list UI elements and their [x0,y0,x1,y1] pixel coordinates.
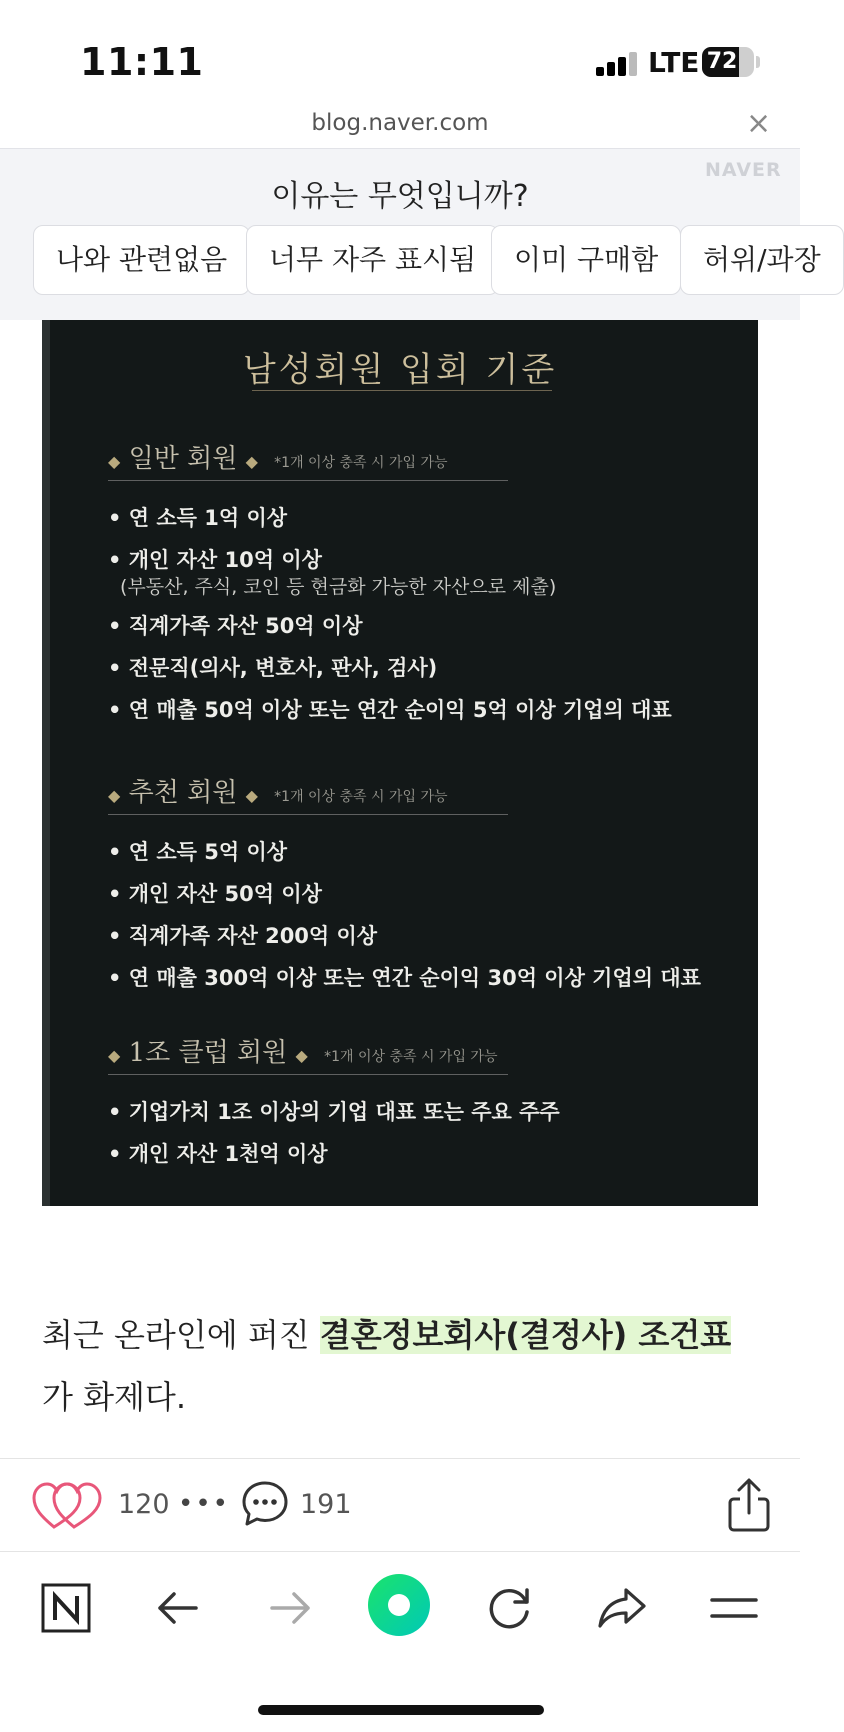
criterion-item [108,694,672,724]
criterion-item [108,920,377,950]
criterion-text: 개인 자산 50억 이상 [128,882,322,906]
paragraph-text: 가 화제다. [42,1378,186,1416]
section-name: 1조 클럽 회원 [128,1038,288,1068]
section-header-recommended [108,772,448,809]
section-name: 일반 회원 [128,444,238,474]
arrow-left-icon[interactable] [148,1578,208,1638]
url-text[interactable]: blog.naver.com [311,110,489,136]
section-divider [108,480,508,481]
criterion-item [108,836,287,866]
section-header-general [108,438,448,475]
criterion-item [108,610,362,640]
more-dots-icon[interactable]: ••• [178,1489,231,1519]
criterion-item [108,502,287,532]
naver-n-icon[interactable] [36,1578,96,1638]
feedback-option-irrelevant[interactable]: 나와 관련없음 [33,225,250,295]
engagement-bar [0,1458,800,1552]
section-note: *1개 이상 충족 시 가입 가능 [274,455,448,471]
status-bar [0,0,800,110]
title-divider [252,390,552,391]
article-paragraph [42,1304,762,1428]
criterion-item [108,878,322,908]
criterion-text: 개인 자산 10억 이상 [128,548,322,572]
criterion-text: 연 소득 5억 이상 [128,840,288,864]
bullet: • [108,656,122,680]
criterion-item [108,962,701,992]
bullet: • [108,1142,122,1166]
naver-logo: NAVER [705,159,782,181]
paragraph-text: 최근 온라인에 퍼진 [42,1316,320,1354]
bullet: • [108,966,122,990]
bullet: • [108,614,122,638]
section-divider [108,814,508,815]
section-note: *1개 이상 충족 시 가입 가능 [324,1049,498,1065]
url-bar[interactable] [0,100,800,148]
diamond-icon: ◆ [295,1046,308,1065]
diamond-icon: ◆ [108,452,121,471]
image-edge [42,320,50,1206]
criterion-text: 기업가치 1조 이상의 기업 대표 또는 주요 주주 [128,1100,560,1124]
signal-icon [596,52,640,76]
feedback-question: 이유는 무엇입니까? [271,179,529,214]
bullet: • [108,1100,122,1124]
status-time: 11:11 [80,40,204,84]
diamond-icon: ◆ [245,452,258,471]
criterion-item [108,1138,328,1168]
criterion-text: 연 매출 50억 이상 또는 연간 순이익 5억 이상 기업의 대표 [128,698,672,722]
criterion-text: 연 매출 300억 이상 또는 연간 순이익 30억 이상 기업의 대표 [128,966,701,990]
criterion-text: 개인 자산 1천억 이상 [128,1142,328,1166]
battery-cap [756,56,760,68]
criterion-text: 직계가족 자산 200억 이상 [128,924,378,948]
criterion-item [108,544,322,574]
reload-icon[interactable] [480,1578,540,1638]
criterion-text: 전문직(의사, 변호사, 판사, 검사) [128,656,438,680]
criterion-item [108,1096,560,1126]
share-icon[interactable] [726,1477,772,1533]
close-icon[interactable]: × [746,106,772,141]
bullet: • [108,506,122,530]
bullet: • [108,548,122,572]
heart-icon[interactable] [32,1481,102,1531]
green-dot-icon[interactable] [366,1572,432,1638]
section-name: 추천 회원 [128,778,238,808]
section-divider [108,1074,508,1075]
bullet: • [108,698,122,722]
battery-icon [702,47,754,77]
ad-feedback-panel [0,148,821,320]
battery-level: 72 [706,49,738,74]
criterion-text: 연 소득 1억 이상 [128,506,288,530]
highlighted-text: 결혼정보회사(결정사) 조건표 [319,1316,732,1354]
feedback-option-too-frequent[interactable]: 너무 자주 표시됨 [246,225,499,295]
diamond-icon: ◆ [245,786,258,805]
section-header-1t-club [108,1032,497,1069]
criterion-subtext: (부동산, 주식, 코인 등 현금화 가능한 자산으로 제출) [120,576,557,598]
share-arrow-icon[interactable] [592,1578,652,1638]
criterion-item [108,652,437,682]
like-count[interactable]: 120 [118,1489,170,1520]
feedback-option-already-bought[interactable]: 이미 구매함 [491,225,681,295]
comment-bubble-icon[interactable] [240,1479,290,1529]
arrow-right-icon[interactable] [260,1578,320,1638]
feedback-option-false-ad[interactable]: 허위/과장 [680,225,844,295]
bullet: • [108,924,122,948]
diamond-icon: ◆ [108,786,121,805]
criterion-text: 직계가족 자산 50억 이상 [128,614,363,638]
comment-count[interactable]: 191 [300,1489,352,1520]
section-note: *1개 이상 충족 시 가입 가능 [274,789,448,805]
browser-bottom-nav [0,1552,800,1662]
diamond-icon: ◆ [108,1046,121,1065]
article-image[interactable] [42,320,758,1206]
home-indicator[interactable] [258,1705,544,1715]
bullet: • [108,882,122,906]
network-type: LTE [648,46,700,79]
card-title: 남성회원 입회 기준 [242,350,558,390]
menu-icon[interactable] [704,1578,764,1638]
bullet: • [108,840,122,864]
